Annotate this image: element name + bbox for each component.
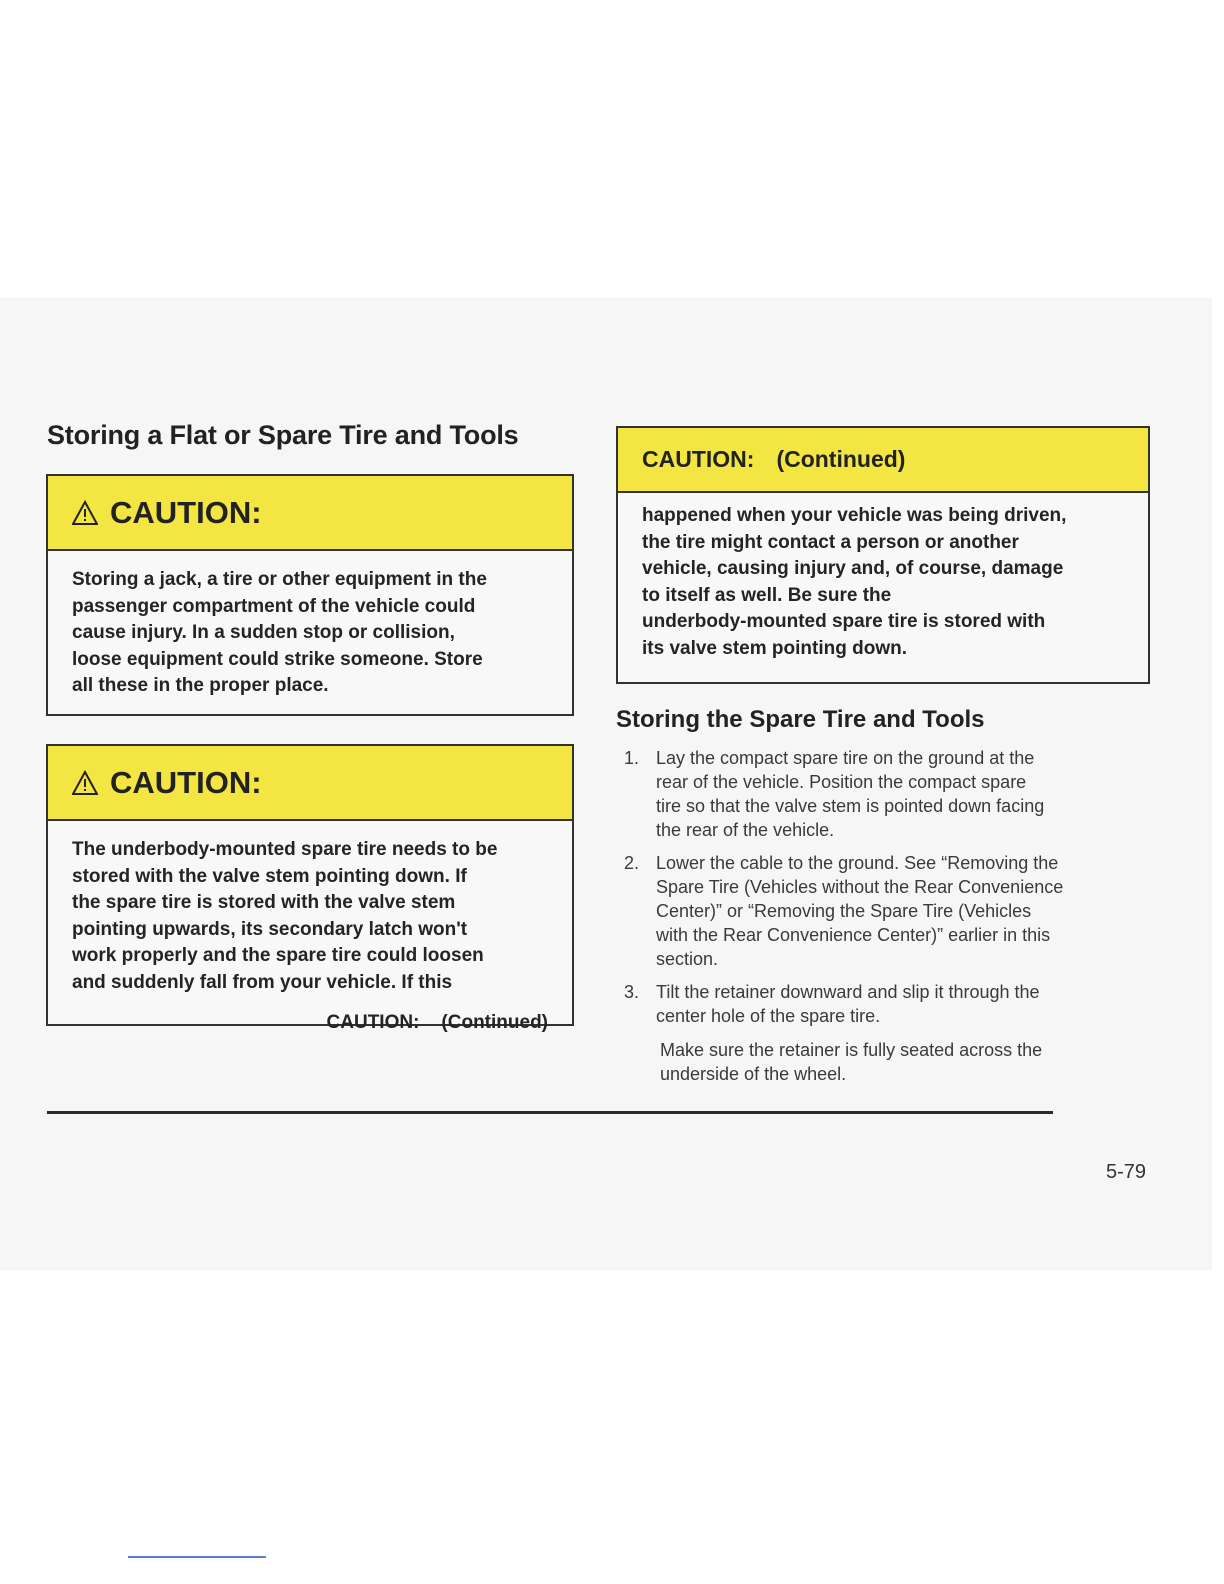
section-title-storing-flat-spare: Storing a Flat or Spare Tire and Tools [47, 420, 519, 450]
step-item [622, 851, 1152, 971]
step-line: tire so that the valve stem is pointed down facing [656, 796, 1045, 816]
caution-line: to itself as well. Be sure the [642, 584, 892, 606]
steps-list [622, 746, 1152, 1095]
warning-triangle-icon [72, 770, 98, 796]
step-line: the rear of the vehicle. [656, 820, 835, 840]
caution-line: all these in the proper place. [72, 675, 329, 696]
step-note-line: Make sure the retainer is fully seated across the [660, 1040, 1043, 1060]
caution-line: vehicle, causing injury and, of course, damage [642, 558, 1064, 579]
caution-header [48, 476, 572, 551]
step-number: 3. [624, 982, 640, 1002]
caution-line: the tire might contact a person or another [642, 531, 1019, 553]
caution-line: The underbody-mounted spare tire needs to be [72, 839, 498, 860]
caution-line: happened when your vehicle was being driven, [642, 505, 1067, 526]
step-line: Lower the cable to the ground. See “Removing the [656, 853, 1059, 873]
caution-header [48, 746, 572, 821]
step-note-line: underside of the wheel. [660, 1064, 847, 1084]
caution-line: cause injury. In a sudden stop or collision, [72, 622, 455, 643]
caution-line: loose equipment could strike someone. Store [72, 648, 483, 670]
page-number: 5-79 [1106, 1161, 1147, 1183]
step-line: Spare Tire (Vehicles without the Rear Convenience [656, 877, 1064, 897]
caution-body [48, 821, 572, 1037]
caution-line: its valve stem pointing down. [642, 637, 907, 659]
step-line: rear of the vehicle. Position the compact spare [656, 772, 1027, 792]
step-line: Lay the compact spare tire on the ground at the [656, 748, 1035, 768]
step-number: 1. [624, 748, 640, 768]
caution-label: CAUTION: [110, 494, 262, 530]
step-item [622, 980, 1152, 1086]
step-number: 2. [624, 853, 640, 873]
caution-continued-word: CAUTION: [326, 1012, 420, 1033]
caution-line: underbody-mounted spare tire is stored with [642, 611, 1046, 632]
caution-line: and suddenly fall from your vehicle. If this [72, 971, 453, 993]
caution-line: Storing a jack, a tire or other equipment in the [72, 569, 487, 590]
caution-label: CAUTION: [110, 764, 262, 800]
caution-body [618, 493, 1148, 662]
caution-line: stored with the valve stem pointing down. If [72, 865, 467, 887]
step-item [622, 746, 1152, 842]
section-title-storing-spare: Storing the Spare Tire and Tools [616, 706, 985, 733]
step-note [656, 1038, 1152, 1086]
step-line: center hole of the spare tire. [656, 1006, 881, 1026]
caution-line: the spare tire is stored with the valve stem [72, 892, 456, 913]
caution-continued [72, 1010, 548, 1037]
caution-label: CAUTION: [642, 446, 755, 472]
caution-continued-tag: (Continued) [776, 446, 906, 472]
caution-body [48, 551, 572, 700]
caution-line: pointing upwards, its secondary latch won't [72, 918, 468, 940]
footer-rule [47, 1111, 1053, 1114]
caution-continued-tag: (Continued) [441, 1012, 548, 1033]
step-line: with the Rear Convenience Center)” earlier in this [656, 925, 1051, 945]
warning-triangle-icon [72, 500, 98, 526]
step-line: Tilt the retainer downward and slip it through the [656, 982, 1040, 1002]
step-line: section. [656, 949, 719, 969]
caution-line: work properly and the spare tire could loosen [72, 945, 484, 966]
caution-line: passenger compartment of the vehicle could [72, 595, 476, 617]
caution-box-continued [616, 426, 1150, 684]
step-line: Center)” or “Removing the Spare Tire (Vehicles [656, 901, 1032, 921]
scan-artifact-line [128, 1556, 266, 1558]
caution-box-valve-stem [46, 744, 574, 1033]
caution-header [618, 428, 1148, 493]
caution-box-storing-equipment [46, 474, 574, 716]
